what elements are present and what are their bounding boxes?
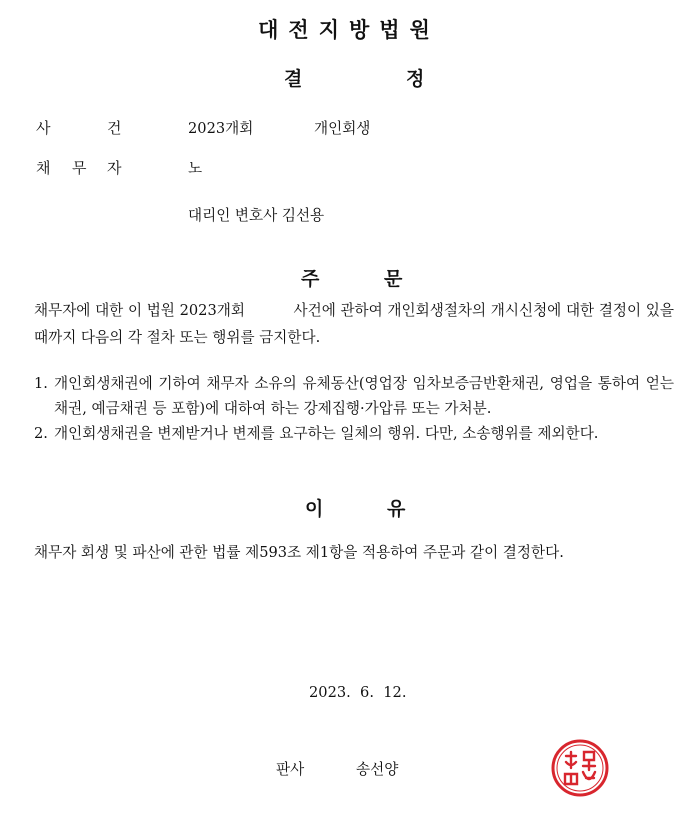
- debtor-label-char-1: 채: [36, 159, 51, 177]
- judge-seal-icon: [550, 738, 610, 798]
- case-type: 개인회생: [314, 120, 371, 137]
- case-label-char-2: 건: [107, 119, 122, 137]
- order-item-number: 1.: [34, 375, 48, 392]
- reason-body: 채무자 회생 및 파산에 관한 법률 제593조 제1항을 적용하여 주문과 같이 결정한다.: [34, 544, 564, 561]
- order-item-2: [34, 421, 674, 446]
- order-item-number: 2.: [34, 425, 48, 442]
- order-body: 채무자에 대한 이 법원 2023개회 사건에 관하여 개인회생절차의 개시신청에 대한 결정이 있을 때까지 다음의 각 절차 또는 행위를 금지한다.: [34, 302, 674, 346]
- doc-title-char-1: 결: [284, 68, 303, 90]
- decision-date: 2023. 6. 12.: [309, 684, 407, 701]
- debtor-agent: 대리인 변호사 김선용: [188, 207, 325, 224]
- debtor-label-char-2: 무: [72, 159, 87, 177]
- reason-heading-char-2: 유: [387, 498, 406, 520]
- case-number: 2023개회: [188, 120, 254, 137]
- reason-heading-char-1: 이: [305, 498, 324, 520]
- order-item-1: [34, 371, 674, 421]
- doc-title-char-2: 정: [406, 68, 425, 90]
- debtor-label-char-3: 자: [107, 159, 122, 177]
- order-heading-char-2: 문: [384, 268, 403, 290]
- debtor-name: 노: [188, 160, 203, 177]
- order-item-text: 개인회생채권에 기하여 채무자 소유의 유체동산(영업장 임차보증금반환채권, 영업을 통하여 얻는 채권, 예금채권 등 포함)에 대하여 하는 강제집행·가압류 또는 가처분.: [54, 375, 674, 417]
- case-label-char-1: 사: [36, 119, 51, 137]
- court-name: 대전지방법원: [258, 18, 440, 42]
- judge-title: 판사: [276, 761, 305, 778]
- judge-name: 송선양: [356, 761, 399, 778]
- order-heading-char-1: 주: [301, 268, 320, 290]
- order-item-text: 개인회생채권을 변제받거나 변제를 요구하는 일체의 행위. 다만, 소송행위를 제외한다.: [54, 425, 599, 442]
